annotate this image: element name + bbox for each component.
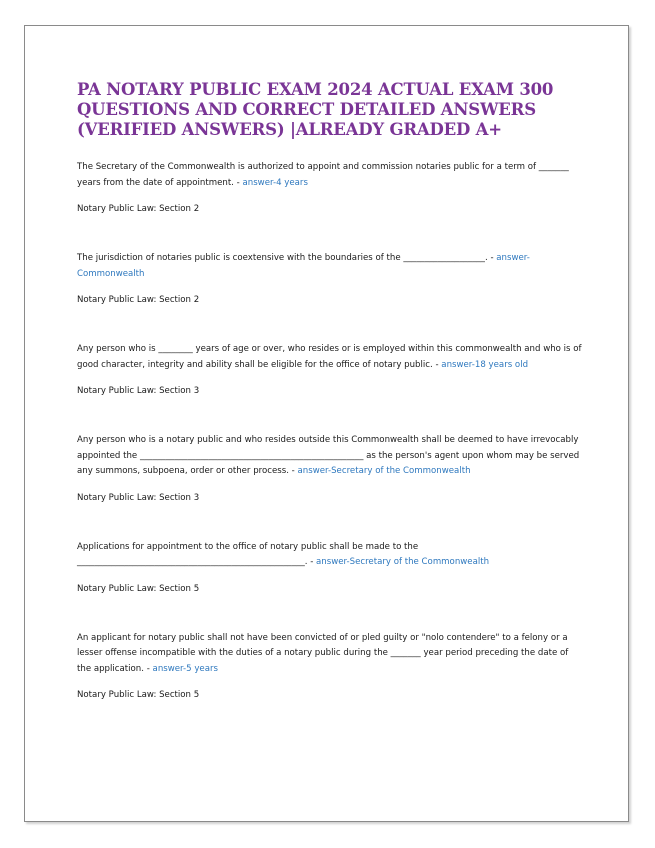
answer-text: answer-Secretary of the Commonwealth	[316, 557, 490, 567]
question-text	[77, 160, 582, 191]
reference-text: Notary Public Law: Section 5	[77, 583, 200, 594]
page-content	[77, 80, 582, 701]
qa-item	[77, 631, 582, 702]
question-body: Any person who is a notary public and who resides outside this Commonwealth shall be deemed to have irrevocably appointed the ____________________________________________________ as the person's agent upon whom may be served any summons, subpoena, order or other process. -	[77, 435, 580, 476]
question-text	[77, 342, 582, 373]
reference-text: Notary Public Law: Section 2	[77, 295, 200, 305]
reference-text: Notary Public Law: Section 3	[77, 386, 200, 396]
qa-item	[77, 433, 582, 504]
qa-item	[77, 160, 582, 215]
qa-item	[77, 342, 582, 397]
reference-text: Notary Public Law: Section 5	[77, 690, 200, 700]
answer-text: answer-4 years	[242, 177, 308, 188]
question-text	[77, 251, 582, 282]
question-body: The Secretary of the Commonwealth is authorized to appoint and commission notaries public for a term of _______ years from the date of appointment. -	[77, 162, 569, 188]
question-text	[77, 433, 582, 480]
question-body: Any person who is ________ years of age or over, who resides or is employed within this commonwealth and who is of good character, integrity and ability shall be eligible for the office of notary public. -	[77, 344, 582, 370]
document-page	[24, 25, 629, 822]
document-title: PA NOTARY PUBLIC EXAM 2024 ACTUAL EXAM 300 QUESTIONS AND CORRECT DETAILED ANSWERS (VERIFIED ANSWERS) |ALREADY GRADED A+	[77, 80, 554, 139]
answer-text: answer-Commonwealth	[77, 253, 530, 279]
reference-text: Notary Public Law: Section 3	[77, 492, 200, 503]
answer-text: answer-5 years	[152, 663, 218, 674]
qa-item	[77, 251, 582, 306]
question-body: Applications for appointment to the office of notary public shall be made to the _____________________________________________________. -	[77, 541, 419, 567]
answer-text: answer-18 years old	[441, 359, 529, 370]
question-text	[77, 631, 582, 678]
answer-text: answer-Secretary of the Commonwealth	[297, 466, 471, 476]
question-body: An applicant for notary public shall not have been convicted of or pled guilty or "nolo contendere" to a felony or a lesser offense incompatible with the duties of a notary public during the _______ year period preceding the date of the application. -	[77, 632, 569, 674]
question-text	[77, 540, 582, 571]
question-body: The jurisdiction of notaries public is coextensive with the boundaries of the ___________________. -	[77, 253, 497, 263]
reference-text: Notary Public Law: Section 2	[77, 204, 200, 214]
qa-item	[77, 540, 582, 595]
